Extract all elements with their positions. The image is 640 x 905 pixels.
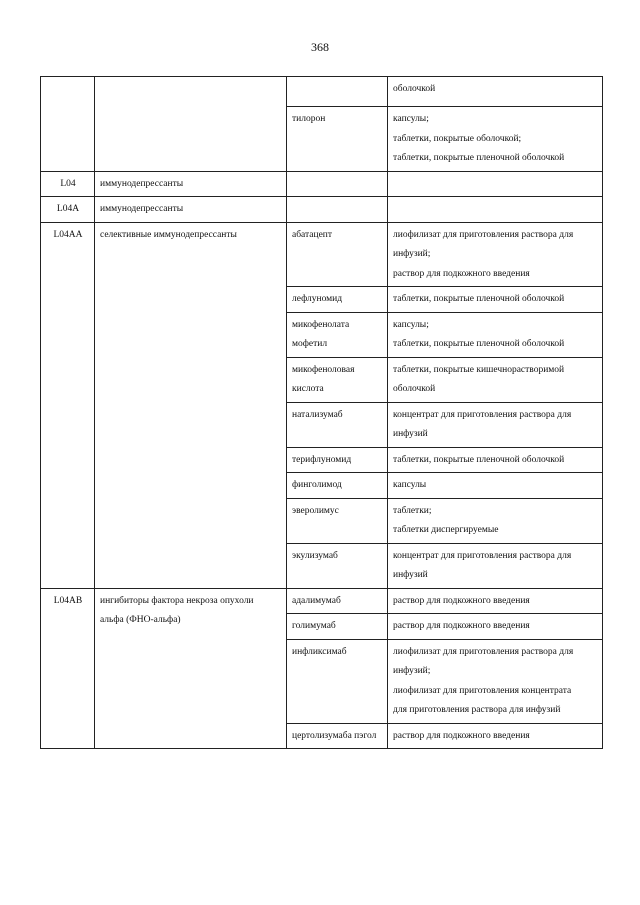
atc-code-cell bbox=[41, 77, 95, 172]
group-name: селективные иммунодепрессанты bbox=[100, 229, 237, 240]
drug-name: финголимод bbox=[292, 480, 342, 490]
drug-name-cell bbox=[287, 614, 388, 640]
dosage-form-cell bbox=[388, 107, 603, 172]
drug-name: экулизумаб bbox=[292, 550, 338, 561]
drug-name: натализумаб bbox=[292, 409, 343, 420]
drug-name-cell bbox=[287, 357, 388, 402]
dosage-form-text: инфузий; bbox=[393, 249, 431, 259]
dosage-form-cell bbox=[388, 473, 603, 499]
dosage-form-text: таблетки, покрытые пленочной оболочкой bbox=[393, 294, 565, 304]
atc-code: L04 bbox=[60, 178, 76, 189]
group-name-cell bbox=[95, 588, 287, 749]
table-row bbox=[41, 77, 603, 107]
dosage-form-cell bbox=[388, 357, 603, 402]
dosage-form-cell bbox=[388, 447, 603, 473]
drug-name-cell bbox=[287, 107, 388, 172]
dosage-form-text: лиофилизат для приготовления раствора для bbox=[393, 229, 574, 240]
dosage-form-text: концентрат для приготовления раствора для bbox=[393, 409, 572, 420]
drug-name-cell bbox=[287, 222, 388, 287]
dosage-form-cell bbox=[388, 723, 603, 749]
drug-name: терифлуномид bbox=[292, 454, 352, 465]
drug-name-cell bbox=[287, 402, 388, 447]
dosage-form-text: концентрат для приготовления раствора для bbox=[393, 550, 572, 561]
table-row bbox=[41, 171, 603, 197]
dosage-form-text: таблетки, покрытые пленочной оболочкой bbox=[393, 339, 565, 349]
dosage-form-cell bbox=[388, 543, 603, 588]
table-row bbox=[41, 222, 603, 287]
drug-name: голимумаб bbox=[292, 621, 336, 631]
drug-name-cell bbox=[287, 588, 388, 614]
dosage-form-cell bbox=[388, 402, 603, 447]
group-name-cell bbox=[95, 77, 287, 172]
dosage-form-cell bbox=[388, 222, 603, 287]
drug-name: кислота bbox=[292, 384, 324, 394]
dosage-form-cell bbox=[388, 171, 603, 197]
dosage-form-text: капсулы; bbox=[393, 114, 429, 124]
dosage-form-text: таблетки диспергируемые bbox=[393, 525, 499, 535]
dosage-form-text: раствор для подкожного введения bbox=[393, 730, 530, 741]
group-name: иммунодепрессанты bbox=[100, 204, 184, 214]
dosage-form-text: инфузий bbox=[393, 429, 428, 439]
drug-name-cell bbox=[287, 498, 388, 543]
dosage-form-text: таблетки, покрытые оболочкой; bbox=[393, 133, 522, 144]
drug-name: цертолизумаба пэгол bbox=[292, 730, 377, 741]
drug-name-cell bbox=[287, 639, 388, 723]
atc-code: L04A bbox=[56, 204, 80, 214]
atc-code-cell bbox=[41, 197, 95, 223]
group-name: ингибиторы фактора некроза опухоли bbox=[100, 595, 254, 606]
atc-code-cell bbox=[41, 588, 95, 749]
dosage-form-text: инфузий bbox=[393, 570, 428, 580]
dosage-form-text: раствор для подкожного введения bbox=[393, 621, 530, 631]
dosage-form-cell bbox=[388, 312, 603, 357]
drug-name-cell bbox=[287, 473, 388, 499]
drug-name: мофетил bbox=[292, 339, 328, 349]
dosage-form-text: таблетки, покрытые пленочной оболочкой bbox=[393, 454, 565, 465]
drug-name-cell bbox=[287, 447, 388, 473]
drug-name-cell bbox=[287, 312, 388, 357]
group-name: альфа (ФНО-альфа) bbox=[100, 615, 181, 625]
dosage-form-cell bbox=[388, 197, 603, 223]
dosage-form-text: таблетки, покрытые пленочной оболочкой bbox=[393, 153, 565, 163]
drug-table bbox=[40, 76, 603, 749]
dosage-form-text: раствор для подкожного введения bbox=[393, 268, 530, 279]
drug-name: микофеноловая bbox=[292, 364, 355, 375]
table-row bbox=[41, 197, 603, 223]
drug-name-cell bbox=[287, 171, 388, 197]
drug-name: лефлуномид bbox=[292, 294, 343, 304]
dosage-form-cell bbox=[388, 588, 603, 614]
drug-name: тилорон bbox=[292, 114, 326, 124]
drug-name-cell bbox=[287, 77, 388, 107]
dosage-form-text: таблетки, покрытые кишечнорастворимой bbox=[393, 364, 565, 375]
dosage-form-text: оболочкой bbox=[393, 384, 436, 394]
drug-name: эверолимус bbox=[292, 505, 339, 516]
dosage-form-text: раствор для подкожного введения bbox=[393, 595, 530, 606]
atc-code: L04AB bbox=[53, 595, 83, 606]
drug-name: адалимумаб bbox=[292, 595, 341, 606]
dosage-form-text: лиофилизат для приготовления раствора для bbox=[393, 646, 574, 657]
dosage-form-text: для приготовления раствора для инфузий bbox=[393, 705, 561, 715]
group-name-cell bbox=[95, 197, 287, 223]
dosage-form-cell bbox=[388, 498, 603, 543]
dosage-form-text: оболочкой bbox=[393, 84, 436, 94]
drug-name: микофенолата bbox=[292, 319, 350, 330]
drug-name-cell bbox=[287, 543, 388, 588]
group-name-cell bbox=[95, 222, 287, 588]
dosage-form-cell bbox=[388, 77, 603, 107]
table-row bbox=[41, 588, 603, 614]
dosage-form-text: инфузий; bbox=[393, 666, 431, 676]
dosage-form-text: таблетки; bbox=[393, 505, 432, 516]
page-number: 368 bbox=[311, 40, 329, 54]
atc-code-cell bbox=[41, 222, 95, 588]
group-name: иммунодепрессанты bbox=[100, 178, 184, 189]
drug-name-cell bbox=[287, 287, 388, 313]
dosage-form-text: капсулы; bbox=[393, 319, 429, 330]
drug-name-cell bbox=[287, 197, 388, 223]
atc-code-cell bbox=[41, 171, 95, 197]
group-name-cell bbox=[95, 171, 287, 197]
dosage-form-cell bbox=[388, 639, 603, 723]
dosage-form-text: капсулы bbox=[393, 480, 427, 490]
drug-name-cell bbox=[287, 723, 388, 749]
drug-name: инфликсимаб bbox=[292, 646, 347, 657]
drug-name: абатацепт bbox=[292, 229, 333, 240]
dosage-form-cell bbox=[388, 287, 603, 313]
dosage-form-cell bbox=[388, 614, 603, 640]
atc-code: L04AA bbox=[53, 229, 83, 240]
dosage-form-text: лиофилизат для приготовления концентрата bbox=[393, 685, 572, 696]
